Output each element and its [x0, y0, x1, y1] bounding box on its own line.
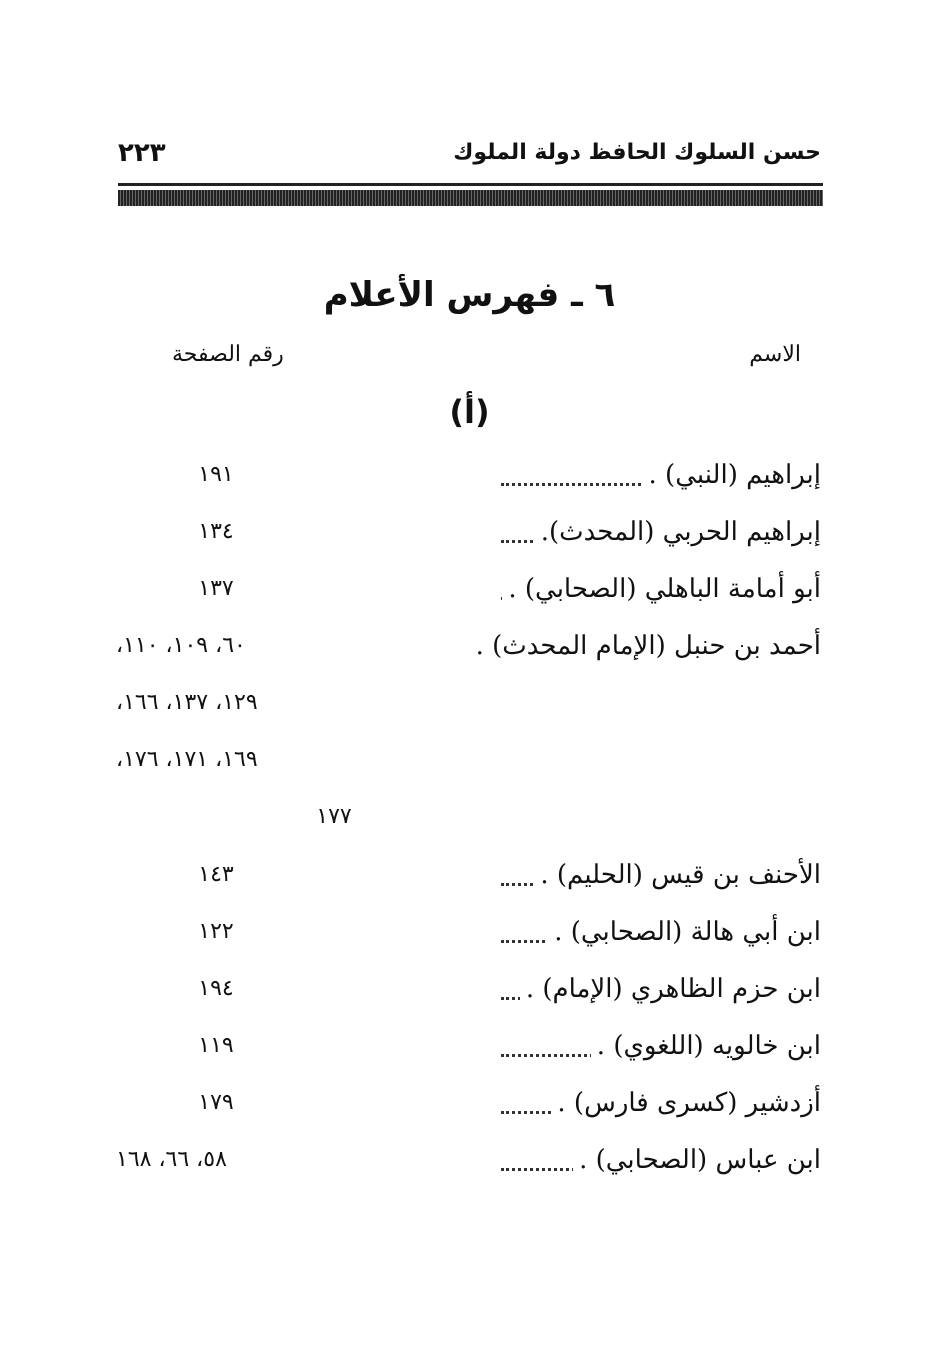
index-entry	[116, 855, 821, 905]
entry-pages-continued: ١٢٩، ١٣٧، ١٦٦،	[116, 690, 258, 715]
index-entry	[116, 455, 821, 505]
entry-name: أبو أمامة الباهلي (الصحابي) .	[502, 569, 821, 609]
header-rule-thick	[118, 190, 823, 206]
entry-pages: ١٧٩	[198, 1090, 234, 1115]
entry-name: إبراهيم الحربي (المحدث).	[535, 512, 821, 552]
entry-name: الأحنف بن قيس (الحليم) .	[534, 855, 821, 895]
header-rule-thin	[118, 183, 823, 186]
page-number: ٢٢٣	[118, 138, 166, 168]
entry-name: أحمد بن حنبل (الإمام المحدث) .	[470, 626, 821, 666]
column-heading-name: الاسم	[749, 342, 801, 367]
column-heading-page: رقم الصفحة	[172, 342, 284, 367]
entry-pages-continued: ١٧٧	[316, 804, 352, 829]
index-entry	[116, 626, 821, 676]
entry-pages: ١٣٤	[198, 519, 234, 544]
index-entry	[116, 512, 821, 562]
entry-pages: ١٤٣	[198, 862, 234, 887]
index-entry	[116, 969, 821, 1019]
entry-pages: ٥٨، ٦٦، ١٦٨	[116, 1147, 227, 1172]
entry-name: أزدشير (كسرى فارس) .	[551, 1083, 821, 1123]
section-title: ٦ ـ فهرس الأعلام	[323, 275, 616, 315]
index-entry	[116, 1026, 821, 1076]
entry-pages: ١٣٧	[198, 576, 234, 601]
index-entry	[116, 912, 821, 962]
letter-heading: (أ)	[449, 393, 490, 431]
index-entry	[116, 569, 821, 619]
entry-pages: ١٩٤	[198, 976, 234, 1001]
entry-name: ابن أبي هالة (الصحابي) .	[548, 912, 821, 952]
entry-pages: ١١٩	[198, 1033, 234, 1058]
entry-pages: ١٢٢	[198, 919, 234, 944]
entry-name: إبراهيم (النبي) .	[643, 455, 821, 495]
entry-pages-continued: ١٦٩، ١٧١، ١٧٦،	[116, 747, 258, 772]
index-entry	[116, 1083, 821, 1133]
entry-pages: ٦٠، ١٠٩، ١١٠،	[116, 633, 246, 658]
entry-name: ابن عباس (الصحابي) .	[573, 1140, 821, 1180]
entry-name: ابن خالويه (اللغوي) .	[591, 1026, 821, 1066]
entry-name: ابن حزم الظاهري (الإمام) .	[520, 969, 821, 1009]
entry-pages: ١٩١	[198, 462, 234, 487]
index-entry	[116, 1140, 821, 1190]
running-title: حسن السلوك الحافظ دولة الملوك	[453, 140, 821, 165]
